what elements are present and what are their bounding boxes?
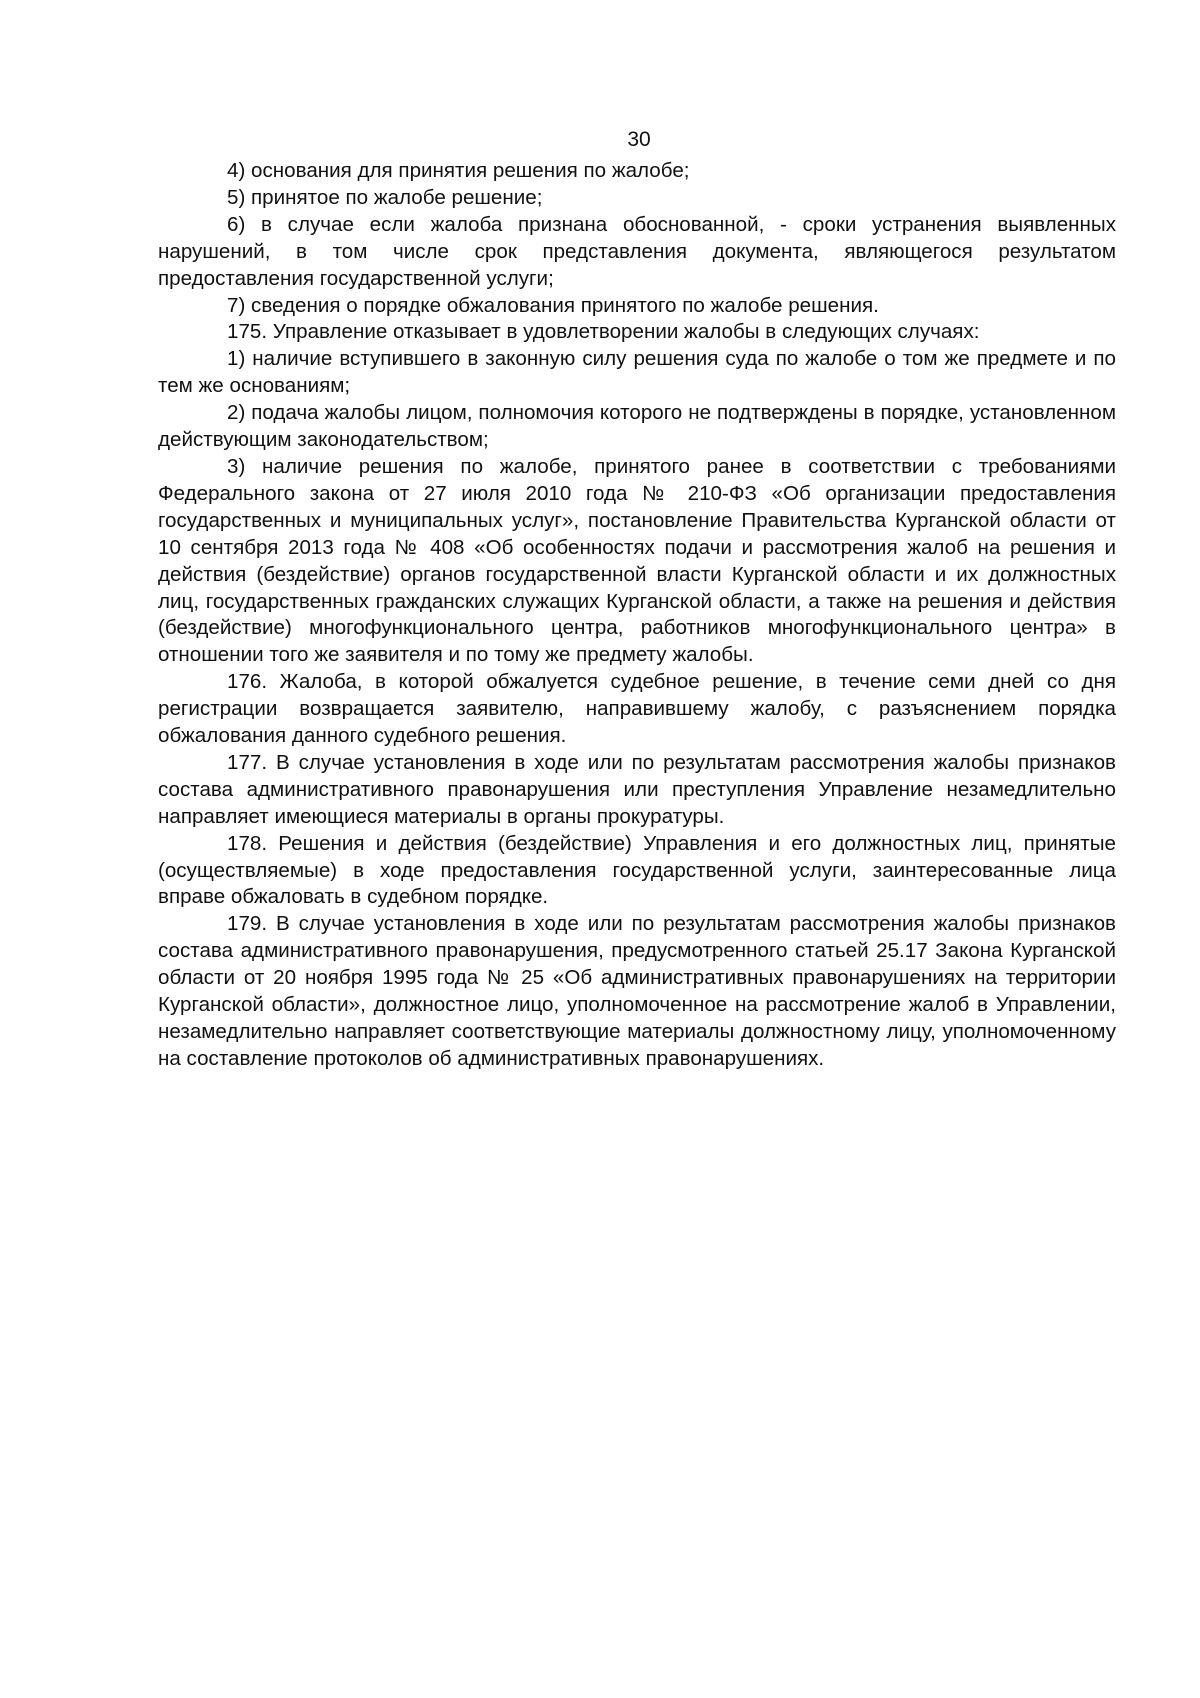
paragraph-item-6: 6) в случае если жалоба признана обоснованной, - сроки устранения выявленных нарушений, в том числе срок представления документа, являющегося результатом предоставления государственной услуги; [158, 212, 1116, 290]
paragraph-item-4: 4) основания для принятия решения по жалобе; [227, 159, 690, 182]
paragraph-item-7: 7) сведения о порядке обжалования принятого по жалобе решения. [227, 293, 879, 317]
paragraph-175: 175. Управление отказывает в удовлетворении жалобы в следующих случаях: [227, 320, 980, 344]
paragraph-179: 179. В случае установления в ходе или по результатам рассмотрения жалобы признаков состава административного правонарушения, предусмотренного статьей 25.17 Закона Курганской области от 20 ноября 1995 года № 25 «Об административных правонарушениях на территории Курганской области», должностное лицо, уполномоченное на рассмотрение жалоб в Управлении, незамедлительно направляет соответствующие материалы должностному лицу, уполномоченному на составление протоколов об административных правонарушениях. [158, 912, 1116, 1070]
document-body [158, 158, 1116, 1073]
paragraph-175-item-1: 1) наличие вступившего в законную силу решения суда по жалобе о том же предмете и по тем же основаниям; [158, 347, 1116, 398]
page-number: 30 [627, 128, 651, 151]
paragraph-178: 178. Решения и действия (бездействие) Управления и его должностных лиц, принятые (осуществляемые) в ходе предоставления государственной услуги, заинтересованные лица вправе обжаловать в судебном порядке. [158, 831, 1116, 909]
paragraph-175-item-2: 2) подача жалобы лицом, полномочия которого не подтверждены в порядке, установленном действующим законодательством; [158, 401, 1116, 452]
paragraph-175-item-3: 3) наличие решения по жалобе, принятого ранее в соответствии с требованиями Федерального закона от 27 июля 2010 года № 210-ФЗ «Об организации предоставления государственных и муниципальных услуг», постановление Правительства Курганской области от 10 сентября 2013 года № 408 «Об особенностях подачи и рассмотрения жалоб на решения и действия (бездействие) органов государственной власти Курганской области и их должностных лиц, государственных гражданских служащих Курганской области, а также на решения и действия (бездействие) многофункционального центра, работников многофункционального центра» в отношении того же заявителя и по тому же предмету жалобы. [158, 454, 1116, 667]
paragraph-177: 177. В случае установления в ходе или по результатам рассмотрения жалобы признаков состава административного правонарушения или преступления Управление незамедлительно направляет имеющиеся материалы в органы прокуратуры. [158, 750, 1116, 828]
paragraph-176: 176. Жалоба, в которой обжалуется судебное решение, в течение семи дней со дня регистрации возвращается заявителю, направившему жалобу, с разъяснением порядка обжалования данного судебного решения. [158, 670, 1116, 748]
paragraph-item-5: 5) принятое по жалобе решение; [227, 185, 543, 209]
